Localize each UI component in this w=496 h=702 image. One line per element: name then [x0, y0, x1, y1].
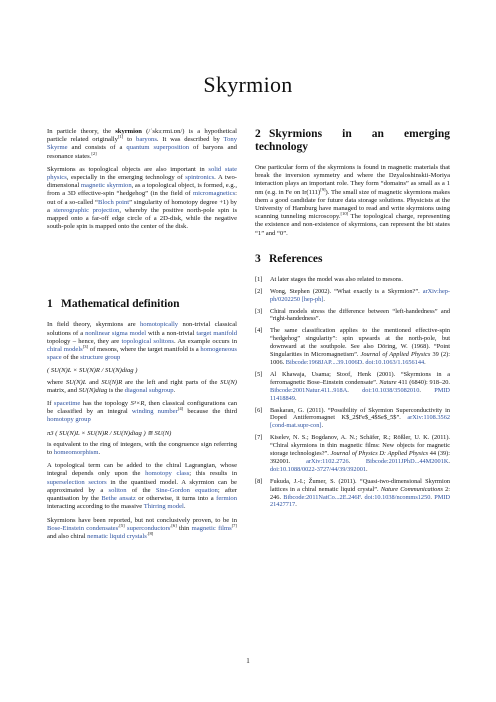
text-run: topology – hence, they are	[47, 337, 122, 345]
section-title: Mathematical definition	[61, 298, 180, 311]
citation-marker[interactable]: [1]	[117, 134, 124, 140]
text-run: If	[47, 400, 54, 408]
text-run: .	[448, 457, 450, 465]
citation-marker[interactable]: .[8]	[146, 530, 154, 536]
text-run: 2: 246.	[270, 485, 450, 501]
citation-marker[interactable]: [10]	[340, 211, 349, 217]
reference-number: [2]	[255, 287, 263, 295]
wiki-link[interactable]: topological solitons	[121, 337, 174, 345]
text-run: See also Döring, W. (1968). “Point Singularities in Micromagnetism”.	[270, 343, 450, 359]
reference-number: [1]	[255, 275, 263, 283]
reference-number: [8]	[255, 477, 263, 485]
page-number: 1	[246, 657, 250, 665]
text-run: of baryons and resonance states.	[47, 144, 237, 160]
text-run: of mesons, where the target manifold is a	[88, 346, 201, 354]
text-run: .	[321, 422, 324, 430]
wiki-link[interactable]: nematic liquid crystals	[87, 532, 147, 540]
wiki-link[interactable]: diagonal subgroup	[124, 386, 174, 394]
text-run: has the topology	[80, 400, 131, 408]
text-run: ” singularity of homotopy degree +1) by a	[47, 198, 237, 214]
math-paragraph-4	[47, 441, 237, 457]
reference-item	[255, 407, 450, 431]
section-number: 2	[255, 128, 261, 140]
text-run: because the third	[183, 408, 238, 416]
wiki-link[interactable]: baryons	[136, 136, 157, 144]
wiki-link[interactable]: PMID 11418849	[270, 386, 450, 402]
text-run: ; after quantisation by the	[47, 486, 238, 503]
citation-marker[interactable]: ,[5]	[118, 522, 125, 528]
text-run: In field theory, skyrmions are	[47, 321, 140, 329]
text-run: Nature	[379, 378, 397, 386]
text-run: is equivalent to the ring of integers, with the congruence sign referring to	[47, 440, 237, 457]
text-run: .	[366, 465, 368, 473]
text-run: , as a topological object, is formed, e.g., from a 3D effective-spin “hedgehog” (in the field of	[47, 182, 237, 198]
text-run: : out of a so-called “	[47, 190, 237, 206]
section-title: Skyrmions in an emerging technology	[255, 128, 450, 153]
text-run: At later stages the model was also related to mesons.	[270, 275, 403, 283]
wiki-link[interactable]: Bibcode:2011JPhD...44M2001K	[365, 457, 449, 465]
text-run: is the	[107, 386, 125, 394]
reference-number: [7]	[255, 434, 263, 442]
citation-marker[interactable]: [2]	[91, 150, 97, 156]
text-run: skyrmion	[115, 128, 142, 135]
text-run: thin	[176, 524, 192, 532]
text-run: 39 (2): 1006.	[270, 351, 451, 366]
citation-marker[interactable]: ,[6]	[170, 522, 177, 528]
wiki-link[interactable]: superselection sectors	[47, 478, 107, 486]
wiki-link[interactable]: stereographic projection	[53, 206, 120, 214]
intro-paragraph-2	[47, 166, 237, 232]
formula-homotopy: π3 ( SU(N)L × SU(N)R / SU(N)diag ) ≅ SU(N)	[47, 429, 172, 437]
text-run: SU(N)	[220, 378, 237, 386]
wiki-link[interactable]: arXiv:1102.2726	[306, 457, 349, 465]
text-run: .	[183, 503, 186, 511]
wiki-link[interactable]: doi:10.1038/ncomms1250	[364, 493, 431, 501]
citation-marker[interactable]: [3]	[82, 343, 89, 349]
page-title: Skyrmion	[203, 72, 293, 97]
reference-item	[255, 434, 450, 474]
wiki-link[interactable]: Thirring model	[143, 503, 184, 511]
wiki-link[interactable]: arXiv:1108.3562 [cond-mat.supr-con]	[270, 414, 450, 430]
math-paragraph-3	[47, 400, 237, 425]
text-run: A topological term can be added to the chiral Lagrangian, whose integral depends only upon the	[47, 462, 237, 478]
text-run: matrix, and	[47, 386, 79, 394]
text-run: .	[362, 358, 366, 366]
text-run: or otherwise, it turns into a	[135, 495, 217, 503]
wiki-link[interactable]: homotopy group	[47, 416, 91, 424]
text-run: .	[419, 386, 435, 394]
reference-item	[255, 478, 450, 510]
section-heading-tech	[255, 128, 450, 154]
text-run: SU(N)R	[101, 378, 123, 386]
reference-list	[255, 276, 450, 510]
text-run: Nature Communications	[380, 485, 443, 493]
wiki-link[interactable]: structure group	[80, 354, 121, 362]
wiki-link[interactable]: winding number	[131, 408, 178, 416]
wiki-link[interactable]: homeomorphism	[53, 449, 99, 457]
wiki-link[interactable]: Bibcode:2001Natur.411..918A	[270, 386, 348, 394]
reference-item	[255, 276, 450, 284]
math-paragraph-5	[47, 462, 237, 511]
wiki-link[interactable]: quantum superposition	[126, 144, 190, 152]
text-run: Skyrmions have been reported, but not conclusively proven, to be in	[47, 516, 237, 524]
text-run: 44 (39): 392001.	[270, 450, 451, 465]
reference-item	[255, 308, 450, 324]
text-run: In particle theory, the	[47, 128, 116, 135]
section-title: References	[269, 252, 323, 265]
text-run: ). The small size of magnetic skyrmions makes them a good candidate for future data storage solutions. Physicists at the University of Hamburg have managed to read and write skyrmions using scanning tunneling microscopy.	[255, 188, 450, 221]
wiki-link[interactable]: homogeneous space	[47, 346, 237, 362]
text-run: of the	[126, 486, 156, 494]
text-run: non-trivial classical solutions of a	[47, 321, 237, 337]
wiki-link[interactable]: PMID 21427717	[270, 493, 450, 509]
reference-number: [4]	[255, 327, 263, 335]
text-run: One particular form of the skyrmions is found in magnetic materials that break the inversion symmetry and where the Dzyaloshinskii-Moriya interaction plays an important role. They form “domains” as small as a 1 nm (e.g. in Fe on Ir(111)	[255, 164, 450, 196]
wiki-link[interactable]: soliton	[108, 486, 127, 494]
wiki-link[interactable]: magnetic films	[191, 524, 232, 532]
text-run: .	[98, 449, 101, 457]
wiki-link[interactable]: Sine-Gordon equation	[155, 486, 218, 494]
intro-paragraph	[47, 128, 237, 161]
text-run: in the quantised model. A skyrmion can be approximated by a	[47, 478, 237, 494]
wiki-link[interactable]: target manifold	[196, 329, 237, 337]
wiki-link[interactable]: micromagnetics	[193, 190, 236, 198]
right-column	[255, 128, 450, 513]
section-heading-references	[255, 253, 450, 266]
text-run: 411 (6840): 918–20.	[396, 378, 450, 386]
text-run: .	[295, 501, 297, 509]
text-run: and also chiral	[47, 532, 88, 540]
wiki-link[interactable]: doi:10.1063/1.1656144	[365, 358, 425, 366]
text-run: . It was described by	[156, 136, 224, 144]
text-run: Journal of Applied Physics	[360, 351, 431, 359]
wiki-link[interactable]: arXiv:hep-ph/0202250 [hep-ph]	[270, 287, 450, 303]
text-run: The same classification applies to the mentioned effective-spin “hedgehog” singularity”: spin upwards at the north-pole, but downward at the southpole.	[270, 327, 450, 351]
text-run: .	[348, 457, 366, 465]
citation-marker[interactable]: [4]	[177, 406, 184, 412]
text-run: of the	[61, 354, 81, 362]
text-run: Journal of Physics D: Applied Physics	[330, 450, 429, 458]
wiki-link[interactable]: Bloch point	[97, 198, 130, 206]
text-run: to	[123, 136, 137, 144]
wiki-link[interactable]: solid state physics	[47, 165, 237, 182]
text-run: , especially in the emerging technology of	[66, 174, 186, 182]
text-run: SU(N)diag	[78, 386, 108, 394]
text-run: Chiral models stress the difference between “left-handedness” and “right-handedness”.	[270, 307, 450, 323]
text-run: where	[47, 378, 66, 386]
section-number: 3	[255, 252, 261, 265]
text-run: Kiselev, N. S.; Bogdanov, A. N.; Schäfer, R.; Rößler, U. K. (2011). “Chiral skyrmions in thin magnetic films: New objects for magnetic storage technologies?”.	[270, 434, 450, 458]
tech-paragraph	[255, 164, 450, 238]
text-run: .	[323, 295, 325, 303]
wiki-link[interactable]: fermion	[216, 495, 238, 503]
wiki-link[interactable]: Bethe ansatz	[101, 495, 136, 503]
text-run: SU(N)L	[65, 378, 87, 386]
text-run: .	[347, 386, 363, 394]
text-run: Wong, Stephen (2002). “What exactly is a Skyrmion?”.	[270, 287, 423, 295]
wiki-link[interactable]: magnetic skyrmion	[80, 182, 132, 190]
text-run: .	[360, 493, 365, 501]
reference-item	[255, 288, 450, 304]
reference-number: [3]	[255, 307, 263, 315]
wiki-link[interactable]: Tony Skyrme	[47, 136, 237, 152]
formula-coset: ( SU(N)L × SU(N)R / SU(N)diag )	[47, 367, 138, 375]
text-run: ; this results in	[189, 470, 238, 478]
wiki-link[interactable]: homotopy class	[145, 470, 190, 478]
text-run: , then classical configurations can be classified by an integral	[47, 400, 238, 416]
text-run: are the left and right parts of the	[122, 378, 221, 386]
text-run: Skyrmions as topological objects are also important in	[47, 165, 209, 173]
text-run: with a non-trivial	[146, 329, 197, 337]
text-run: .	[424, 358, 426, 366]
text-run: S³×R	[130, 400, 145, 408]
wiki-link[interactable]: Bose-Einstein condensates	[47, 524, 119, 532]
text-run: interacting according to the massive	[47, 503, 144, 511]
text-run: and consists of a	[67, 144, 127, 152]
wiki-link[interactable]: Bibcode:2011NatCo...2E.246F	[283, 493, 361, 501]
section-heading-math	[47, 298, 237, 311]
text-run: .	[173, 386, 176, 394]
math-paragraph-2	[47, 379, 237, 395]
wiki-link[interactable]: Bibcode:1968JAP....39.1006D	[285, 358, 363, 366]
text-run: Fukuda, J.-I.; Žumer, S. (2011). “Quasi-two-dimensional Skyrmion lattices in a chiral nematic liquid crystal”.	[270, 477, 450, 493]
left-column	[47, 128, 237, 546]
text-run: and	[86, 378, 102, 386]
math-paragraph-6	[47, 517, 237, 542]
text-run: . An example occurs in	[173, 337, 237, 345]
wiki-link[interactable]: spacetime	[53, 400, 81, 408]
wiki-link[interactable]: chiral models	[47, 346, 83, 354]
wiki-link[interactable]: homotopically	[140, 321, 179, 329]
wiki-link[interactable]: doi:10.1088/0022-3727/44/39/392001	[270, 465, 367, 473]
reference-item	[255, 371, 450, 403]
reference-number: [5]	[255, 370, 263, 378]
text-run: , whereby the positive north-pole spin is mapped onto a far-off edge circle of a 2D-disk, while the negative south-pole spin is mapped onto the center of the disk.	[47, 206, 238, 231]
text-run: Baskaran, G. (2011). “Possibility of Skyrmion Superconductivity in Doped Antiferromagnet K$_2$Fe$_4$Se$_5$”.	[270, 406, 450, 422]
text-run: The topological charge, representing the existence and non-existence of skyrmions, can represent the bit states “1” and “0”.	[255, 213, 450, 237]
text-run: Al Khawaja, Usama; Stoof, Henk (2001). “Skyrmions in a ferromagnetic Bose–Einstein condensate”.	[270, 370, 450, 386]
reference-number: [6]	[255, 406, 263, 414]
text-run: .	[430, 493, 435, 501]
citation-marker[interactable]: [7]	[231, 522, 237, 528]
wiki-link[interactable]: spintronics	[185, 174, 215, 182]
citation-marker[interactable]: [9]	[320, 186, 326, 192]
text-run: . A two-dimensional	[47, 174, 237, 190]
math-paragraph-1	[47, 321, 237, 362]
wiki-link[interactable]: superconductors	[127, 524, 171, 532]
wiki-link[interactable]: nonlinear sigma model	[85, 329, 147, 337]
wiki-link[interactable]: doi:10.1038/35082010	[362, 386, 420, 394]
section-number: 1	[47, 298, 53, 311]
reference-item	[255, 327, 450, 367]
text-run: (/ˈskɜːrmi.ɒn/) is a hypothetical particle related originally	[47, 128, 237, 144]
text-run: .	[294, 394, 297, 402]
